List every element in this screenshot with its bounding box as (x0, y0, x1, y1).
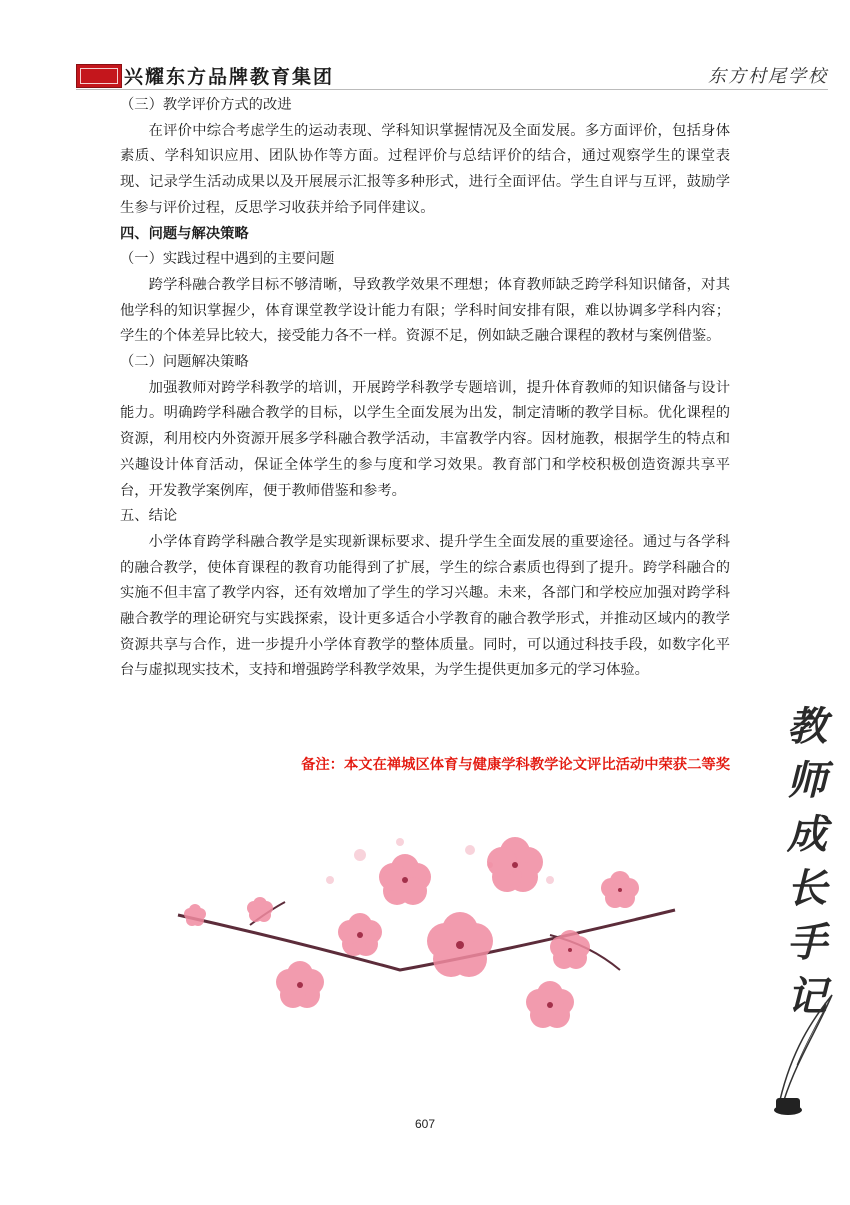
header-divider (76, 89, 828, 90)
quill-pen-icon (762, 990, 840, 1120)
paragraph: （三）教学评价方式的改进 (120, 97, 292, 113)
award-note: 备注：本文在禅城区体育与健康学科教学论文评比活动中荣获二等奖 (301, 757, 730, 773)
subsection-heading: （一）实践过程中遇到的主要问题 (120, 251, 335, 268)
blossom-illustration (170, 820, 690, 1060)
side-title-char: 长 (787, 865, 827, 912)
section-heading: 五、结论 (120, 508, 178, 525)
group-name: 兴耀东方品牌教育集团 (124, 66, 335, 88)
side-title-char: 教 (787, 703, 827, 750)
paragraph: 在评价中综合考虑学生的运动表现、学科知识掌握情况及全面发展。多方面评价，包括身体素质、学科知识应用、团队协作等方面。过程评价与总结评价的结合，通过观察学生的课堂表现、记录学生活动成果以及开展展示汇报等多种形式，进行全面评估。学生自评与互评，鼓励学生参与评价过程，反思学习收获并给予同伴建议。 (120, 122, 730, 216)
section-heading: 四、问题与解决策略 (120, 225, 249, 242)
side-title (782, 700, 832, 1024)
page-number: 607 (414, 1117, 436, 1131)
side-title-char: 记 (787, 973, 827, 1020)
paragraph: 小学体育跨学科融合教学是实现新课标要求、提升学生全面发展的重要途径。通过与各学科的融合教学，使体育课程的教育功能得到了扩展，学生的综合素质也得到了提升。跨学科融合的实施不但丰富了教学内容，还有效增加了学生的学习兴趣。未来，各部门和学校应加强对跨学科融合教学的理论研究与实践探索，设计更多适合小学教育的融合教学形式，并推动区域内的教学资源共享与合作，进一步提升小学体育教学的整体质量。同时，可以通过科技手段，如数字化平台与虚拟现实技术，支持和增强跨学科教学效果，为学生提供更加多元的学习体验。 (120, 533, 730, 679)
paragraph: 跨学科融合教学目标不够清晰，导致教学效果不理想；体育教师缺乏跨学科知识储备，对其他学科的知识掌握少，体育课堂教学设计能力有限；学科时间安排有限，难以协调多学科内容；学生的个体差异比较大，接受能力各不一样。资源不足，例如缺乏融合课程的教材与案例借鉴。 (120, 276, 730, 345)
paragraph: 加强教师对跨学科教学的培训，开展跨学科教学专题培训，提升体育教师的知识储备与设计能力。明确跨学科融合教学的目标，以学生全面发展为出发，制定清晰的教学目标。优化课程的资源，利用校内外资源开展多学科融合教学活动，丰富教学内容。因材施教，根据学生的特点和兴趣设计体育活动，保证全体学生的参与度和学习效果。教育部门和学校积极创造资源共享平台，开发教学案例库，便于教师借鉴和参考。 (120, 379, 730, 499)
school-name: 东方村尾学校 (708, 66, 828, 87)
side-title-char: 成 (787, 811, 827, 858)
article-body (120, 93, 730, 684)
side-title-char: 师 (787, 757, 827, 804)
page-header (0, 0, 850, 92)
group-logo (76, 64, 122, 88)
subsection-heading: （二）问题解决策略 (120, 354, 249, 371)
side-title-char: 手 (787, 919, 827, 966)
